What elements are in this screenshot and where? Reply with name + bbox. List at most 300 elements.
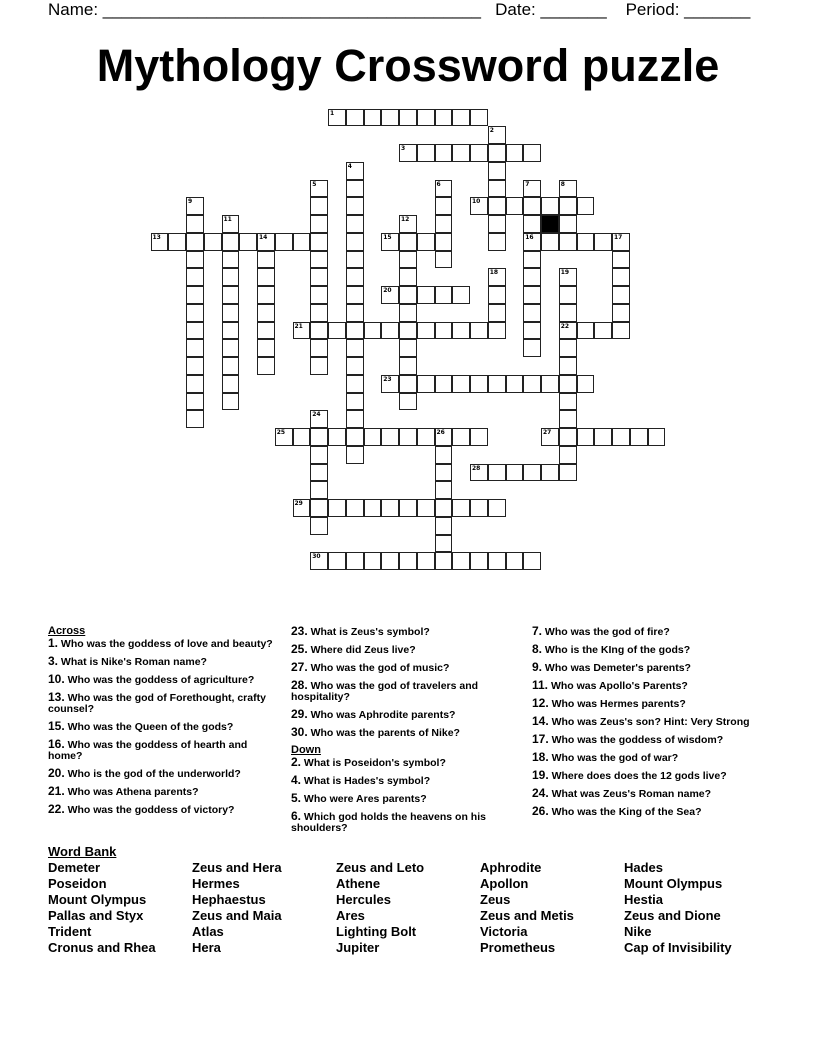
crossword-cell[interactable] — [293, 233, 311, 251]
crossword-cell[interactable] — [310, 517, 328, 535]
clue-item-number: 21. — [48, 784, 65, 798]
word-bank-column — [480, 860, 624, 956]
crossword-cell[interactable] — [594, 322, 612, 340]
clue-item — [48, 739, 280, 762]
crossword-cell[interactable] — [222, 322, 240, 340]
crossword-cell[interactable] — [399, 428, 417, 446]
word-bank-column — [336, 860, 480, 956]
clue-item-text: Who was the god of travelers and hospitality? — [291, 680, 479, 703]
crossword-cell[interactable] — [346, 197, 364, 215]
crossword-cell[interactable] — [523, 552, 541, 570]
crossword-cell[interactable] — [186, 357, 204, 375]
crossword-cell[interactable] — [541, 428, 559, 446]
crossword-cell[interactable] — [346, 180, 364, 198]
crossword-cell[interactable] — [381, 109, 399, 127]
crossword-cell[interactable] — [186, 339, 204, 357]
crossword-cell[interactable] — [222, 233, 240, 251]
crossword-cell[interactable] — [559, 375, 577, 393]
crossword-cell[interactable] — [470, 144, 488, 162]
crossword-cell[interactable] — [559, 339, 577, 357]
crossword-cell[interactable] — [417, 428, 435, 446]
crossword-cell[interactable] — [328, 428, 346, 446]
crossword-cell[interactable] — [559, 215, 577, 233]
crossword-cell[interactable] — [310, 410, 328, 428]
word-bank-item: Jupiter — [336, 940, 380, 955]
crossword-cell[interactable] — [346, 393, 364, 411]
clue-item — [532, 806, 764, 818]
crossword-cell[interactable] — [257, 304, 275, 322]
crossword-cell[interactable] — [559, 197, 577, 215]
crossword-cell[interactable] — [399, 286, 417, 304]
crossword-cell[interactable] — [435, 481, 453, 499]
crossword-cell[interactable] — [186, 251, 204, 269]
crossword-cell[interactable] — [523, 322, 541, 340]
crossword-cell[interactable] — [364, 109, 382, 127]
clue-item-text: Where does does the 12 gods live? — [548, 770, 727, 782]
clue-number: 13 — [152, 233, 161, 241]
clue-item-text: What is Zeus's symbol? — [307, 626, 430, 638]
word-bank-column — [48, 860, 192, 956]
crossword-cell[interactable] — [257, 268, 275, 286]
crossword-cell[interactable] — [435, 109, 453, 127]
crossword-cell[interactable] — [346, 233, 364, 251]
crossword-cell[interactable] — [488, 268, 506, 286]
crossword-cell[interactable] — [293, 322, 311, 340]
crossword-cell[interactable] — [399, 499, 417, 517]
crossword-cell[interactable] — [293, 499, 311, 517]
clue-item — [532, 788, 764, 800]
crossword-cell[interactable] — [577, 428, 595, 446]
crossword-cell[interactable] — [435, 286, 453, 304]
crossword-cell[interactable] — [310, 339, 328, 357]
crossword-cell[interactable] — [523, 180, 541, 198]
crossword-cell[interactable] — [488, 499, 506, 517]
crossword-cell[interactable] — [541, 464, 559, 482]
crossword-cell[interactable] — [488, 126, 506, 144]
crossword-cell[interactable] — [559, 322, 577, 340]
crossword-cell[interactable] — [488, 286, 506, 304]
crossword-cell[interactable] — [399, 357, 417, 375]
clue-item-number: 3. — [48, 654, 59, 668]
crossword-cell[interactable] — [364, 322, 382, 340]
clue-number: 9 — [188, 198, 193, 206]
crossword-cell[interactable] — [452, 375, 470, 393]
crossword-cell[interactable] — [381, 552, 399, 570]
crossword-cell[interactable] — [559, 464, 577, 482]
clue-number: 27 — [543, 429, 552, 436]
clue-item-text: Which god holds the heavens on his shoulders? — [291, 811, 486, 834]
crossword-cell[interactable] — [186, 215, 204, 233]
crossword-cell[interactable] — [364, 552, 382, 570]
crossword-cell[interactable] — [346, 215, 364, 233]
crossword-cell[interactable] — [488, 162, 506, 180]
clue-item-number: 2. — [291, 755, 302, 769]
crossword-cell[interactable] — [186, 233, 204, 251]
crossword-cell[interactable] — [435, 517, 453, 535]
crossword-cell[interactable] — [186, 375, 204, 393]
crossword-cell[interactable] — [310, 304, 328, 322]
crossword-cell[interactable] — [470, 197, 488, 215]
crossword-cell[interactable] — [239, 233, 257, 251]
crossword-cell[interactable] — [488, 322, 506, 340]
crossword-cell[interactable] — [275, 233, 293, 251]
crossword-cell[interactable] — [506, 197, 524, 215]
crossword-cell[interactable] — [612, 251, 630, 269]
crossword-cell[interactable] — [346, 251, 364, 269]
crossword-cell[interactable] — [381, 428, 399, 446]
clue-item — [48, 768, 280, 780]
crossword-cell[interactable] — [257, 233, 275, 251]
word-bank-item: Trident — [48, 924, 92, 939]
crossword-cell[interactable] — [222, 304, 240, 322]
crossword-cell[interactable] — [186, 268, 204, 286]
crossword-cell[interactable] — [559, 268, 577, 286]
crossword-cell[interactable] — [310, 251, 328, 269]
word-bank-item: Hera — [192, 940, 221, 955]
crossword-cell[interactable] — [310, 481, 328, 499]
crossword-cell[interactable] — [506, 464, 524, 482]
crossword-cell[interactable] — [293, 428, 311, 446]
crossword-cell[interactable] — [222, 339, 240, 357]
word-bank-item: Aphrodite — [480, 860, 542, 875]
crossword-cell[interactable] — [275, 428, 293, 446]
crossword-cell[interactable] — [612, 286, 630, 304]
clue-item-text: Who was the god of war? — [548, 752, 679, 764]
crossword-cell[interactable] — [257, 251, 275, 269]
clue-item-number: 4. — [291, 773, 302, 787]
crossword-cell[interactable] — [559, 446, 577, 464]
crossword-cell[interactable] — [399, 339, 417, 357]
crossword-cell[interactable] — [186, 393, 204, 411]
clue-number: 21 — [294, 322, 303, 330]
crossword-cell[interactable] — [541, 197, 559, 215]
crossword-cell[interactable] — [399, 322, 417, 340]
word-bank-item: Nike — [624, 924, 652, 939]
clue-item-text: Who was the god of Forethought, crafty counsel? — [48, 692, 266, 715]
crossword-cell[interactable] — [186, 304, 204, 322]
crossword-cell[interactable] — [346, 286, 364, 304]
crossword-cell[interactable] — [346, 499, 364, 517]
crossword-cell[interactable] — [346, 339, 364, 357]
crossword-cell[interactable] — [452, 109, 470, 127]
crossword-cell[interactable] — [452, 286, 470, 304]
crossword-cell[interactable] — [577, 322, 595, 340]
crossword-cell[interactable] — [559, 393, 577, 411]
crossword-cell[interactable] — [523, 375, 541, 393]
word-bank-item: Apollon — [480, 876, 529, 891]
crossword-cell[interactable] — [470, 464, 488, 482]
crossword-cell[interactable] — [559, 180, 577, 198]
crossword-cell[interactable] — [559, 286, 577, 304]
crossword-cell[interactable] — [630, 428, 648, 446]
crossword-cell[interactable] — [346, 428, 364, 446]
crossword-cell[interactable] — [310, 552, 328, 570]
crossword-cell[interactable] — [168, 233, 186, 251]
word-bank-item: Zeus and Maia — [192, 908, 282, 923]
crossword-cell[interactable] — [523, 197, 541, 215]
crossword-cell[interactable] — [222, 357, 240, 375]
word-bank-item: Hephaestus — [192, 892, 266, 907]
crossword-cell[interactable] — [523, 286, 541, 304]
word-bank-heading: Word Bank — [48, 844, 117, 859]
crossword-cell[interactable] — [435, 180, 453, 198]
clue-item-text: Who is the god of the underworld? — [64, 768, 241, 780]
word-bank-item: Ares — [336, 908, 365, 923]
crossword-cell[interactable] — [435, 322, 453, 340]
crossword-cell[interactable] — [435, 233, 453, 251]
crossword-cell[interactable] — [310, 357, 328, 375]
clue-number: 20 — [383, 287, 392, 294]
clue-heading-down: Down — [291, 744, 321, 756]
crossword-cell[interactable] — [435, 499, 453, 517]
crossword-cell[interactable] — [577, 375, 595, 393]
crossword-cell[interactable] — [399, 375, 417, 393]
crossword-cell[interactable] — [488, 233, 506, 251]
crossword-cell[interactable] — [417, 322, 435, 340]
clue-item-number: 9. — [532, 660, 543, 674]
crossword-cell[interactable] — [222, 286, 240, 304]
clue-item-number: 14. — [532, 714, 549, 728]
clue-item-number: 28. — [291, 678, 308, 692]
crossword-cell[interactable] — [523, 251, 541, 269]
crossword-cell[interactable] — [310, 233, 328, 251]
crossword-cell[interactable] — [435, 428, 453, 446]
crossword-cell[interactable] — [435, 215, 453, 233]
clue-item-text: Who was the Queen of the gods? — [64, 721, 234, 733]
crossword-cell[interactable] — [435, 446, 453, 464]
crossword-cell[interactable] — [435, 197, 453, 215]
crossword-cell[interactable] — [310, 268, 328, 286]
clue-number: 5 — [312, 180, 317, 188]
crossword-cell[interactable] — [488, 375, 506, 393]
clue-item — [48, 638, 280, 650]
crossword-cell[interactable] — [222, 393, 240, 411]
clue-item — [291, 757, 523, 769]
crossword-cell[interactable] — [257, 357, 275, 375]
crossword-cell[interactable] — [346, 322, 364, 340]
crossword-cell[interactable] — [523, 215, 541, 233]
clue-column-2 — [291, 626, 523, 840]
clue-number: 14 — [259, 233, 268, 241]
crossword-cell[interactable] — [435, 464, 453, 482]
crossword-cell[interactable] — [381, 375, 399, 393]
crossword-cell[interactable] — [328, 499, 346, 517]
crossword-cell[interactable] — [577, 197, 595, 215]
crossword-cell[interactable] — [452, 552, 470, 570]
crossword-cell[interactable] — [381, 286, 399, 304]
clue-number: 1 — [330, 109, 335, 117]
crossword-cell[interactable] — [346, 162, 364, 180]
crossword-cell[interactable] — [364, 499, 382, 517]
crossword-cell[interactable] — [328, 552, 346, 570]
crossword-cell[interactable] — [452, 428, 470, 446]
crossword-cell[interactable] — [523, 339, 541, 357]
crossword-cell[interactable] — [186, 197, 204, 215]
crossword-cell[interactable] — [346, 552, 364, 570]
crossword-cell[interactable] — [452, 322, 470, 340]
crossword-cell[interactable] — [470, 499, 488, 517]
word-bank-item: Zeus — [480, 892, 511, 907]
clue-item-text: What was Zeus's Roman name? — [548, 788, 712, 800]
clue-number: 28 — [472, 464, 481, 472]
clue-item — [48, 804, 280, 816]
crossword-cell[interactable] — [328, 322, 346, 340]
crossword-cell[interactable] — [310, 446, 328, 464]
clue-item — [532, 662, 764, 674]
crossword-cell[interactable] — [559, 357, 577, 375]
clue-column-3 — [532, 626, 764, 824]
crossword-cell[interactable] — [612, 304, 630, 322]
crossword-cell[interactable] — [488, 552, 506, 570]
clue-item — [532, 626, 764, 638]
crossword-cell[interactable] — [310, 499, 328, 517]
crossword-cell[interactable] — [399, 109, 417, 127]
crossword-cell[interactable] — [523, 304, 541, 322]
crossword-cell[interactable] — [346, 446, 364, 464]
crossword-cell[interactable] — [151, 233, 169, 251]
crossword-cell[interactable] — [541, 375, 559, 393]
crossword-cell[interactable] — [222, 215, 240, 233]
crossword-cell[interactable] — [470, 109, 488, 127]
crossword-cell[interactable] — [257, 286, 275, 304]
crossword-cell[interactable] — [435, 144, 453, 162]
crossword-cell[interactable] — [399, 144, 417, 162]
crossword-cell[interactable] — [417, 286, 435, 304]
crossword-cell[interactable] — [541, 233, 559, 251]
crossword-cell[interactable] — [577, 233, 595, 251]
crossword-cell[interactable] — [204, 233, 222, 251]
crossword-cell[interactable] — [594, 233, 612, 251]
crossword-cell[interactable] — [399, 268, 417, 286]
crossword-cell[interactable] — [506, 144, 524, 162]
crossword-cell[interactable] — [523, 233, 541, 251]
crossword-cell[interactable] — [435, 535, 453, 553]
crossword-cell[interactable] — [452, 499, 470, 517]
crossword-cell[interactable] — [346, 304, 364, 322]
crossword-cell[interactable] — [346, 357, 364, 375]
clue-item — [48, 721, 280, 733]
crossword-cell[interactable] — [257, 339, 275, 357]
crossword-cell[interactable] — [399, 233, 417, 251]
crossword-cell[interactable] — [435, 375, 453, 393]
crossword-cell[interactable] — [186, 286, 204, 304]
crossword-cell[interactable] — [186, 410, 204, 428]
crossword-cell[interactable] — [612, 428, 630, 446]
word-bank-item: Cronus and Rhea — [48, 940, 156, 955]
crossword-cell[interactable] — [488, 304, 506, 322]
crossword-cell[interactable] — [612, 233, 630, 251]
crossword-cell[interactable] — [470, 322, 488, 340]
crossword-cell[interactable] — [364, 428, 382, 446]
crossword-cell[interactable] — [310, 464, 328, 482]
crossword-cell[interactable] — [594, 428, 612, 446]
crossword-cell[interactable] — [399, 304, 417, 322]
crossword-cell[interactable] — [381, 322, 399, 340]
crossword-cell[interactable] — [399, 215, 417, 233]
crossword-cell[interactable] — [222, 375, 240, 393]
crossword-cell[interactable] — [648, 428, 666, 446]
crossword-cell[interactable] — [559, 304, 577, 322]
crossword-cell[interactable] — [222, 268, 240, 286]
crossword-cell[interactable] — [222, 251, 240, 269]
crossword-cell[interactable] — [506, 552, 524, 570]
crossword-cell[interactable] — [523, 464, 541, 482]
crossword-cell[interactable] — [612, 322, 630, 340]
crossword-cell[interactable] — [381, 233, 399, 251]
crossword-cell[interactable] — [435, 552, 453, 570]
crossword-cell[interactable] — [470, 552, 488, 570]
crossword-cell[interactable] — [488, 197, 506, 215]
clue-item-text: Who was the god of fire? — [542, 626, 670, 638]
crossword-cell[interactable] — [346, 410, 364, 428]
crossword-cell[interactable] — [310, 286, 328, 304]
crossword-cell[interactable] — [310, 215, 328, 233]
crossword-cell[interactable] — [417, 499, 435, 517]
word-bank-item: Hercules — [336, 892, 391, 907]
clue-item-number: 18. — [532, 750, 549, 764]
clue-heading-across: Across — [48, 625, 86, 637]
crossword-cell[interactable] — [559, 428, 577, 446]
clue-number: 2 — [489, 127, 494, 135]
crossword-cell[interactable] — [257, 322, 275, 340]
crossword-cell[interactable] — [488, 464, 506, 482]
crossword-cell[interactable] — [417, 144, 435, 162]
crossword-cell[interactable] — [435, 251, 453, 269]
crossword-cell[interactable] — [417, 233, 435, 251]
crossword-cell[interactable] — [612, 268, 630, 286]
clue-number: 4 — [347, 162, 352, 170]
clue-item — [48, 656, 280, 668]
crossword-cell[interactable] — [417, 552, 435, 570]
crossword-cell[interactable] — [488, 215, 506, 233]
page-title: Mythology Crossword puzzle — [96, 40, 720, 91]
crossword-cell[interactable] — [310, 180, 328, 198]
crossword-cell[interactable] — [399, 552, 417, 570]
crossword-cell[interactable] — [346, 268, 364, 286]
word-bank-item: Mount Olympus — [48, 892, 147, 907]
clue-item-number: 29. — [291, 707, 308, 721]
crossword-cell[interactable] — [310, 322, 328, 340]
crossword-cell[interactable] — [559, 233, 577, 251]
word-bank-item: Pallas and Styx — [48, 908, 144, 923]
crossword-cell[interactable] — [559, 410, 577, 428]
crossword-cell[interactable] — [506, 375, 524, 393]
clue-item-number: 19. — [532, 768, 549, 782]
word-bank-column — [624, 860, 768, 956]
crossword-cell[interactable] — [399, 251, 417, 269]
crossword-cell[interactable] — [470, 375, 488, 393]
crossword-cell[interactable] — [452, 144, 470, 162]
crossword-cell[interactable] — [381, 499, 399, 517]
clue-number: 30 — [312, 553, 321, 561]
crossword-cell[interactable] — [310, 197, 328, 215]
crossword-cell[interactable] — [523, 268, 541, 286]
crossword-cell[interactable] — [523, 144, 541, 162]
crossword-cell[interactable] — [346, 109, 364, 127]
clue-item — [291, 775, 523, 787]
crossword-cell[interactable] — [346, 375, 364, 393]
black-cell — [541, 215, 559, 233]
crossword-cell[interactable] — [488, 180, 506, 198]
crossword-cell[interactable] — [186, 322, 204, 340]
crossword-cell[interactable] — [328, 109, 346, 127]
crossword-cell[interactable] — [470, 428, 488, 446]
crossword-cell[interactable] — [417, 109, 435, 127]
crossword-cell[interactable] — [417, 375, 435, 393]
crossword-cell[interactable] — [310, 428, 328, 446]
crossword-cell[interactable] — [488, 144, 506, 162]
crossword-cell[interactable] — [399, 393, 417, 411]
